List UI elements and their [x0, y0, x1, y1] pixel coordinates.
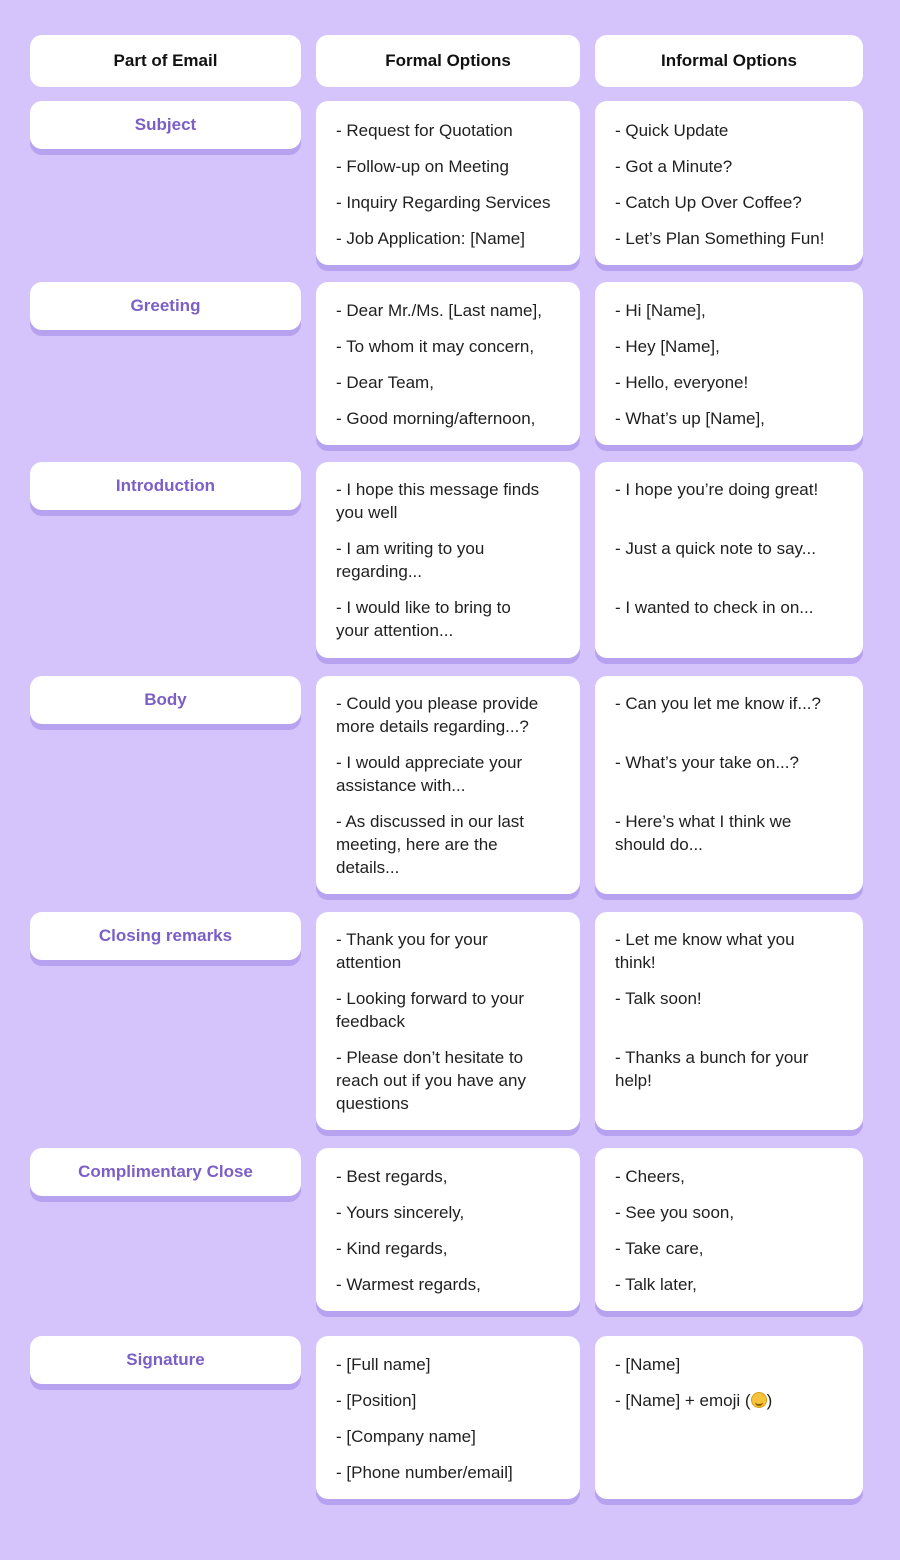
informal-options-signature: [595, 1336, 863, 1499]
informal-option: - Quick Update: [615, 121, 729, 140]
formal-option: - I would appreciate your assistance with...: [336, 753, 523, 795]
informal-option: - Catch Up Over Coffee?: [615, 193, 802, 212]
part-label: Introduction: [115, 476, 216, 495]
formal-option: - Dear Mr./Ms. [Last name],: [336, 301, 542, 320]
formal-option: - Dear Team,: [336, 373, 434, 392]
informal-option: - Talk soon!: [615, 989, 702, 1008]
informal-option: - Hi [Name],: [615, 301, 706, 320]
informal-option: - Here’s what I think we should do...: [615, 812, 792, 854]
informal-option-emoji: [615, 1389, 851, 1412]
row-label-subject: [30, 101, 301, 149]
informal-option: - Can you let me know if...?: [615, 694, 821, 713]
formal-option: - Looking forward to your feedback: [336, 989, 525, 1031]
row-label-body: [30, 676, 301, 724]
part-label: Signature: [126, 1350, 205, 1369]
informal-option: - Let’s Plan Something Fun!: [615, 229, 825, 248]
informal-option: - Hey [Name],: [615, 337, 720, 356]
formal-option: - Request for Quotation: [336, 121, 513, 140]
formal-options-signature: [316, 1336, 580, 1499]
formal-option: - I would like to bring to your attention...: [336, 598, 511, 640]
part-label: Closing remarks: [98, 926, 233, 945]
formal-options-closing-remarks: [316, 912, 580, 1130]
formal-option: - [Company name]: [336, 1427, 476, 1446]
informal-option-text: - [Name] + emoji (: [615, 1391, 751, 1410]
informal-options-greeting: [595, 282, 863, 445]
informal-option: - I hope you’re doing great!: [615, 480, 819, 499]
header-formal-label: Formal Options: [385, 51, 511, 70]
informal-option: - Take care,: [615, 1239, 704, 1258]
informal-options-body: [595, 676, 863, 894]
row-label-complimentary-close: [30, 1148, 301, 1196]
formal-options-introduction: [316, 462, 580, 658]
informal-option: - Cheers,: [615, 1167, 685, 1186]
informal-option: - What’s your take on...?: [615, 753, 799, 772]
informal-option: - I wanted to check in on...: [615, 598, 814, 617]
row-label-closing-remarks: [30, 912, 301, 960]
informal-option-text-end: ): [766, 1391, 773, 1410]
formal-options-complimentary-close: [316, 1148, 580, 1311]
formal-option: - [Full name]: [336, 1355, 431, 1374]
formal-option: - [Phone number/email]: [336, 1463, 513, 1482]
header-part-of-email: [30, 35, 301, 87]
part-label: Body: [144, 690, 187, 709]
formal-option: - Good morning/afternoon,: [336, 409, 536, 428]
informal-option: - Thanks a bunch for your help!: [615, 1048, 809, 1090]
header-informal-options: [595, 35, 863, 87]
informal-option: - Talk later,: [615, 1275, 697, 1294]
row-label-introduction: [30, 462, 301, 510]
informal-option: - See you soon,: [615, 1203, 735, 1222]
part-label: Complimentary Close: [78, 1162, 253, 1181]
informal-option: - Let me know what you think!: [615, 930, 795, 972]
formal-option: - Follow-up on Meeting: [336, 157, 509, 176]
formal-option: - Inquiry Regarding Services: [336, 193, 551, 212]
smiley-emoji-icon: [751, 1392, 767, 1408]
formal-option: - Could you please provide more details regarding...?: [336, 694, 539, 736]
formal-option: - Please don’t hesitate to reach out if you have any questions: [336, 1048, 526, 1113]
header-informal-label: Informal Options: [661, 51, 797, 70]
row-label-signature: [30, 1336, 301, 1384]
formal-option: - Job Application: [Name]: [336, 229, 525, 248]
header-formal-options: [316, 35, 580, 87]
formal-option: - I hope this message finds you well: [336, 480, 540, 522]
formal-options-greeting: [316, 282, 580, 445]
informal-option: - What’s up [Name],: [615, 409, 765, 428]
header-part-label: Part of Email: [113, 51, 218, 70]
formal-option: - As discussed in our last meeting, here are the details...: [336, 812, 525, 877]
formal-options-body: [316, 676, 580, 894]
formal-option: - Warmest regards,: [336, 1275, 481, 1294]
part-label: Greeting: [130, 296, 201, 315]
formal-option: - [Position]: [336, 1391, 417, 1410]
informal-options-complimentary-close: [595, 1148, 863, 1311]
informal-options-closing-remarks: [595, 912, 863, 1130]
informal-option: - Hello, everyone!: [615, 373, 749, 392]
formal-option: - To whom it may concern,: [336, 337, 535, 356]
informal-options-introduction: [595, 462, 863, 658]
row-label-greeting: [30, 282, 301, 330]
informal-option: - Just a quick note to say...: [615, 539, 816, 558]
formal-option: - Best regards,: [336, 1167, 448, 1186]
formal-option: - Yours sincerely,: [336, 1203, 465, 1222]
formal-option: - Kind regards,: [336, 1239, 448, 1258]
informal-option: - [Name]: [615, 1355, 681, 1374]
formal-option: - Thank you for your attention: [336, 930, 488, 972]
formal-option: - I am writing to you regarding...: [336, 539, 485, 581]
informal-option: - Got a Minute?: [615, 157, 733, 176]
informal-options-subject: [595, 101, 863, 265]
formal-options-subject: [316, 101, 580, 265]
part-label: Subject: [134, 115, 197, 134]
